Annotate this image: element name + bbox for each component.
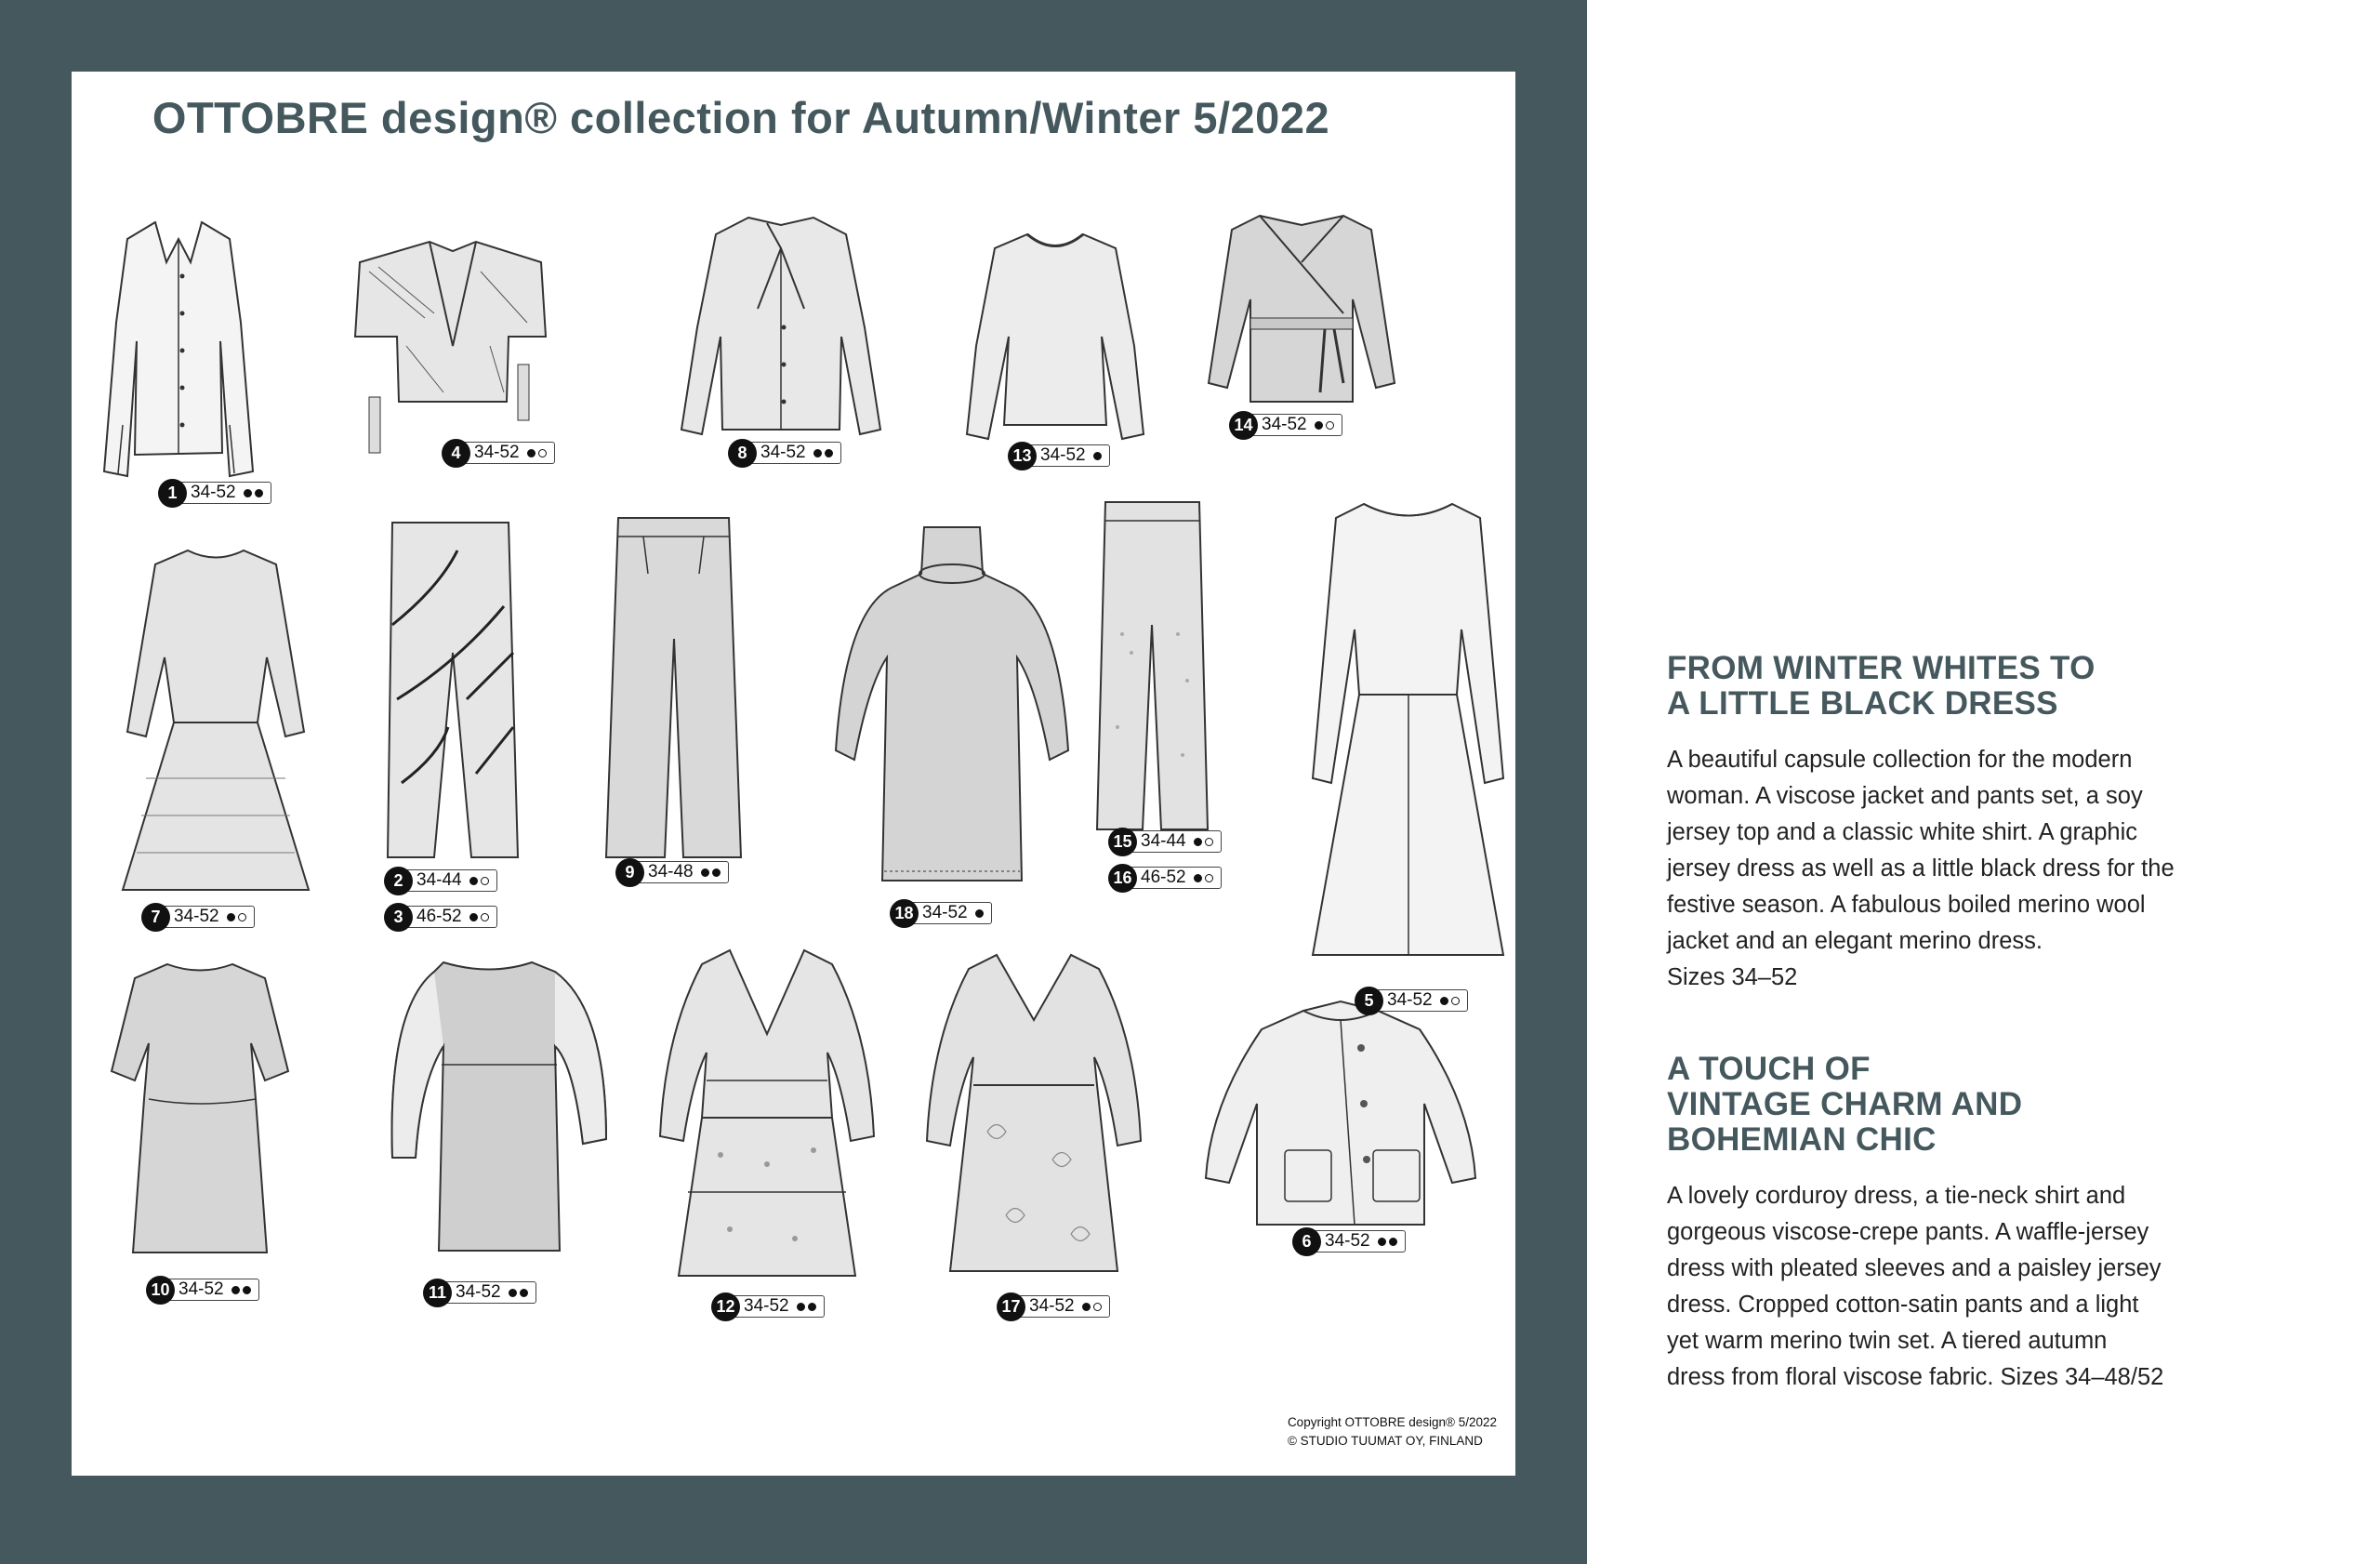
tag-number: 6 <box>1292 1227 1321 1256</box>
filled-dot <box>527 449 536 457</box>
empty-dot <box>1326 421 1334 430</box>
tag-dots <box>469 913 489 921</box>
empty-dot <box>238 913 246 921</box>
tag-sizes: 34-52 <box>760 443 806 462</box>
tag-sizes: 34-52 <box>1029 1296 1075 1316</box>
tag-dots <box>1378 1238 1397 1246</box>
tag-number: 4 <box>442 439 470 468</box>
collection-description <box>1667 651 2243 1451</box>
tag-number: 3 <box>384 903 413 932</box>
tag-sizes: 34-52 <box>456 1282 501 1302</box>
filled-dot <box>825 449 833 457</box>
garment-11-sleeve-dress[interactable] <box>378 953 611 1269</box>
sheet-title: OTTOBRE design® collection for Autumn/Winter 5/2022 <box>152 93 1330 142</box>
tag-sizes: 34-52 <box>744 1296 789 1316</box>
tag-number: 17 <box>997 1292 1025 1321</box>
tiered-dress-sketch <box>655 941 879 1294</box>
tag-sizes: 34-52 <box>1387 990 1433 1010</box>
tag-sizes: 34-48 <box>648 862 694 881</box>
printed-pants-sketch <box>383 513 522 867</box>
tag-15 <box>1108 828 1222 855</box>
garment-10-sheath-dress[interactable] <box>107 950 293 1276</box>
tag-sizes: 34-52 <box>1325 1231 1370 1251</box>
filled-dot <box>469 877 478 885</box>
tag-size-box <box>630 861 729 883</box>
tag-dots <box>527 449 547 457</box>
tag-dots <box>701 868 721 877</box>
filled-dot <box>1093 452 1102 460</box>
tag-number: 18 <box>890 899 919 928</box>
copyright-line-1: Copyright OTTOBRE design® 5/2022 <box>1287 1415 1497 1429</box>
tag-13 <box>1008 442 1110 470</box>
tag-number: 13 <box>1008 442 1037 471</box>
tag-number: 16 <box>1108 864 1137 893</box>
tag-size-box <box>743 442 841 464</box>
garment-6-merino-jacket[interactable] <box>1201 992 1480 1239</box>
tag-17 <box>997 1292 1110 1320</box>
filled-dot <box>975 909 984 918</box>
tag-dots <box>797 1303 816 1311</box>
tag-3 <box>384 903 497 931</box>
tag-sizes: 34-52 <box>178 1279 224 1299</box>
empty-dot <box>1093 1303 1102 1311</box>
filled-dot <box>1315 421 1323 430</box>
garment-7-raglan-dress[interactable] <box>118 537 313 908</box>
top-sketch <box>962 225 1148 448</box>
section-body-1: A beautiful capsule collection for the modern woman. A viscose jacket and pants set, a soy jersey top and a classic white shirt. A graphic jersey dress as well as a little black dress for the festive season. A fabulous boiled merino wool jacket and an elegant merino dress. Sizes 34–52 <box>1667 747 2175 990</box>
tag-sizes: 34-52 <box>191 483 236 502</box>
sheath-dress-sketch <box>107 950 293 1276</box>
copyright-line-2: © STUDIO TUUMAT OY, FINLAND <box>1287 1434 1483 1448</box>
tie-neck-shirt-sketch <box>674 206 888 457</box>
empty-dot <box>1205 874 1213 882</box>
tag-12 <box>711 1292 825 1320</box>
garment-18-turtleneck-dress[interactable] <box>826 518 1078 899</box>
tag-size-box <box>456 442 555 464</box>
tag-11 <box>423 1279 536 1306</box>
tag-8 <box>728 439 841 467</box>
tag-size-box <box>399 906 497 928</box>
tag-dots <box>1194 838 1213 846</box>
filled-dot <box>243 1286 251 1294</box>
tag-16 <box>1108 864 1222 892</box>
tag-dots <box>1093 452 1102 460</box>
tag-number: 2 <box>384 867 413 895</box>
tag-1 <box>158 479 271 507</box>
cropped-pants-sketch <box>1094 495 1210 839</box>
tag-sizes: 34-44 <box>416 870 462 890</box>
tag-sizes: 34-52 <box>474 443 520 462</box>
filled-dot <box>231 1286 240 1294</box>
pattern-sheet <box>72 72 1515 1476</box>
tag-dots <box>1194 874 1213 882</box>
filled-dot <box>1378 1238 1386 1246</box>
raglan-dress-sketch <box>118 537 313 908</box>
filled-dot <box>469 913 478 921</box>
tag-number: 5 <box>1355 987 1383 1015</box>
tag-dots <box>813 449 833 457</box>
tag-6 <box>1292 1227 1406 1255</box>
tag-number: 8 <box>728 439 757 468</box>
tag-sizes: 46-52 <box>1141 868 1186 887</box>
tag-sizes: 34-52 <box>1262 415 1307 434</box>
filled-dot <box>1082 1303 1091 1311</box>
tag-number: 7 <box>141 903 170 932</box>
filled-dot <box>255 489 263 497</box>
tag-number: 15 <box>1108 828 1137 856</box>
garment-9-wide-pants[interactable] <box>602 509 746 871</box>
tag-number: 12 <box>711 1292 740 1321</box>
garment-5-black-dress[interactable] <box>1308 490 1508 983</box>
tag-size-box <box>1307 1230 1406 1253</box>
tag-size-box <box>438 1281 536 1304</box>
tag-dots <box>1315 421 1334 430</box>
tag-sizes: 46-52 <box>416 907 462 926</box>
tag-sizes: 34-52 <box>1040 445 1086 465</box>
garment-15-cropped-pants[interactable] <box>1094 495 1210 839</box>
tag-size-box <box>156 906 255 928</box>
turtleneck-dress-sketch <box>826 518 1078 899</box>
filled-dot <box>797 1303 805 1311</box>
filled-dot <box>712 868 721 877</box>
empty-dot <box>481 913 489 921</box>
tag-size-box <box>1244 414 1342 436</box>
filled-dot <box>1194 838 1202 846</box>
tag-18 <box>890 899 992 927</box>
tag-dots <box>1082 1303 1102 1311</box>
filled-dot <box>701 868 709 877</box>
empty-dot <box>481 877 489 885</box>
tag-dots <box>244 489 263 497</box>
filled-dot <box>520 1289 528 1297</box>
filled-dot <box>509 1289 517 1297</box>
tag-sizes: 34-44 <box>1141 831 1186 851</box>
tag-size-box <box>161 1279 259 1301</box>
tag-sizes: 34-52 <box>922 903 968 922</box>
tag-size-box <box>726 1295 825 1318</box>
tag-sizes: 34-52 <box>174 907 219 926</box>
tag-14 <box>1229 411 1342 439</box>
tag-dots <box>509 1289 528 1297</box>
tag-4 <box>442 439 555 467</box>
tag-number: 9 <box>615 858 644 887</box>
merino-jacket-sketch <box>1201 992 1480 1239</box>
filled-dot <box>227 913 235 921</box>
garment-8-tie-neck-shirt[interactable] <box>674 206 888 457</box>
tag-number: 10 <box>146 1276 175 1305</box>
tag-size-box <box>399 869 497 892</box>
tag-number: 14 <box>1229 411 1258 440</box>
tag-7 <box>141 903 255 931</box>
garment-13-top[interactable] <box>962 225 1148 448</box>
tag-dots <box>469 877 489 885</box>
tag-10 <box>146 1276 259 1304</box>
empty-dot <box>538 449 547 457</box>
empty-dot <box>1205 838 1213 846</box>
filled-dot <box>813 449 822 457</box>
filled-dot <box>808 1303 816 1311</box>
section-heading-1: FROM WINTER WHITES TO A LITTLE BLACK DRESS <box>1667 650 2096 722</box>
tag-size-box <box>173 482 271 504</box>
garment-17-paisley-dress[interactable] <box>922 946 1145 1290</box>
tag-size-box <box>1123 830 1222 853</box>
filled-dot <box>1194 874 1202 882</box>
garment-12-tiered-dress[interactable] <box>655 941 879 1294</box>
section-body-2: A lovely corduroy dress, a tie-neck shirt and gorgeous viscose-crepe pants. A waffle-jersey dress with pleated sleeves and a paisley jersey dress. Cropped cotton-satin pants and a light yet warm merino twin set. A tiered autumn dress from floral viscose fabric. Sizes 34–48/52 <box>1667 1183 2164 1390</box>
tag-size-box <box>1012 1295 1110 1318</box>
tag-size-box <box>1123 867 1222 889</box>
tag-number: 1 <box>158 479 187 508</box>
kimono-jacket-sketch <box>350 234 550 467</box>
tag-number: 11 <box>423 1279 452 1307</box>
paisley-dress-sketch <box>922 946 1145 1290</box>
filled-dot <box>244 489 252 497</box>
tag-dots <box>975 909 984 918</box>
black-dress-sketch <box>1308 490 1508 983</box>
tag-dots <box>227 913 246 921</box>
sleeve-dress-sketch <box>378 953 611 1269</box>
copyright-notice <box>1288 1413 1497 1451</box>
garment-2-printed-pants[interactable] <box>383 513 522 867</box>
section-heading-2: A TOUCH OF VINTAGE CHARM AND BOHEMIAN CHIC <box>1667 1051 2023 1158</box>
tag-9 <box>615 858 729 886</box>
wide-pants-sketch <box>602 509 746 871</box>
tag-2 <box>384 867 497 895</box>
garment-4-kimono-jacket[interactable] <box>350 234 550 467</box>
filled-dot <box>1389 1238 1397 1246</box>
tag-dots <box>231 1286 251 1294</box>
